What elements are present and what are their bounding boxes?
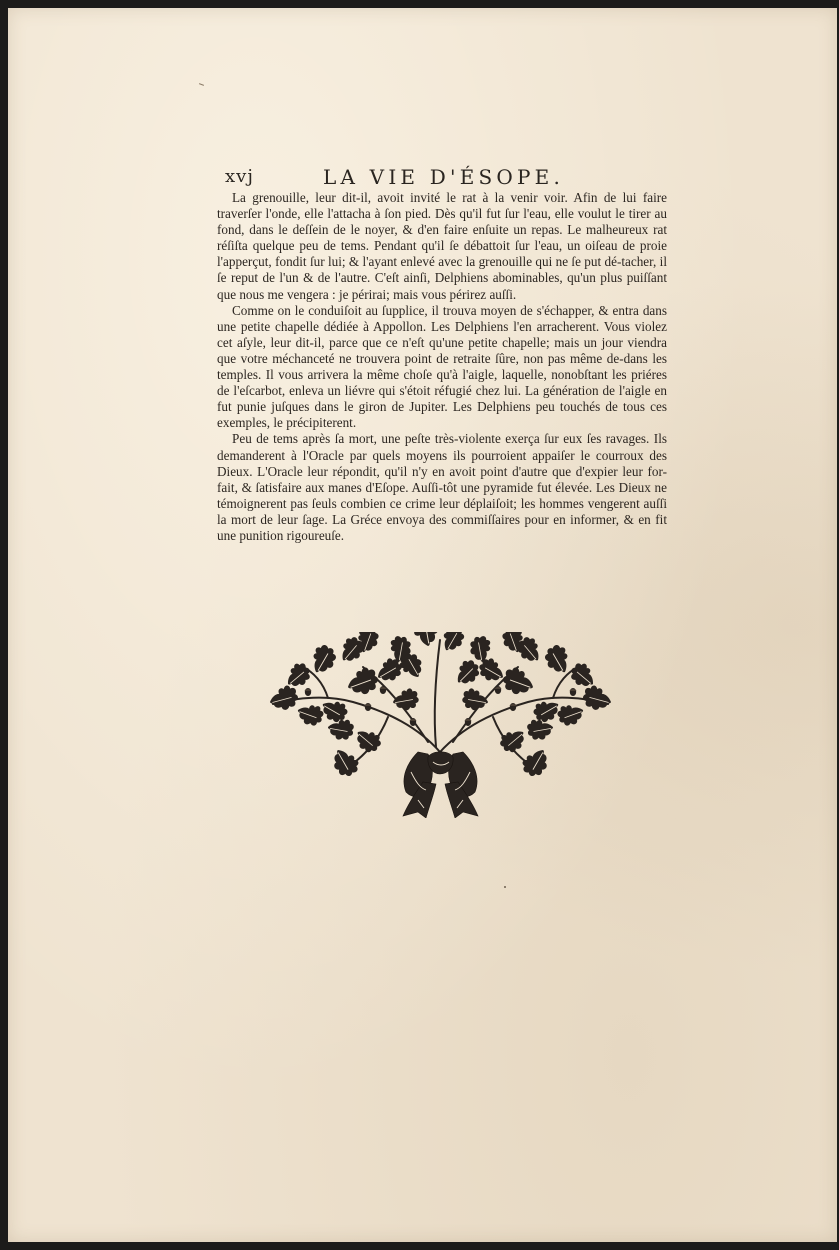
oak-leaf-ribbon-icon [268,632,613,818]
paragraph: Peu de tems après ſa mort, une peſte très-violente exerça ſur eux ſes ravages. Ils demanderent à l'Oracle par quels moyens ils pourroient appaiſer le courroux des Dieux. L'Oracle leur répondit, qu'il n'y en avoit point d'autre que d'expier leur for-fait, & ſatisfaire aux manes d'Eſope. Auſſi-tôt une pyramide fut élevée. Les Dieux ne témoignerent pas ſeuls combien ce crime leur déplaiſoit; les hommes vengerent auſſi la mort de leur ſage. La Gréce envoya des commiſſaires pour en informer, & en fit une punition rigoureuſe. [217,431,667,543]
paragraph: Comme on le conduiſoit au ſupplice, il trouva moyen de s'échapper, & entra dans une petite chapelle dédiée à Appollon. Les Delphiens l'en arracherent. Vous violez cet aſyle, leur dit-il, parce que ce n'eſt qu'une petite chapelle; mais un jour viendra que votre méchanceté ne trouvera point de retraite ſûre, non pas même de-dans les temples. Il vous arrivera la même choſe qu'à l'aigle, laquelle, nonobſtant les priéres de l'eſcarbot, enleva un liévre qui s'étoit réfugié chez lui. La génération de l'aigle en fut punie juſques dans le giron de Jupiter. Les Delphiens peu touchés de tous ces exemples, le précipiterent. [217,302,667,431]
page-number: xvj [225,166,254,187]
paragraph: La grenouille, leur dit-il, avoit invité le rat à la venir voir. Afin de lui faire traverſer l'onde, elle l'attacha à ſon pied. Dès qu'il fut ſur l'eau, elle voulut le tirer au fond, dans le deſſein de le noyer, & d'en faire enſuite un repas. Le malheureux rat réſiſta quelque peu de tems. Pendant qu'il ſe débattoit ſur l'eau, un oiſeau de proie l'apperçut, fondit ſur lui; & l'ayant enlevé avec la grenouille qui ne ſe put dé-tacher, il ſe reput de l'un & de l'autre. C'eſt ainſi, Delphiens abominables, qu'un plus puiſſant que nous me vengera : je périrai; mais vous périrez auſſi. [217,190,667,302]
body-text [217,190,667,544]
paper-speck [504,886,506,888]
paper-speck [199,83,204,86]
page-header [225,166,675,192]
running-title: LA VIE D'ÉSOPE. [323,165,565,189]
